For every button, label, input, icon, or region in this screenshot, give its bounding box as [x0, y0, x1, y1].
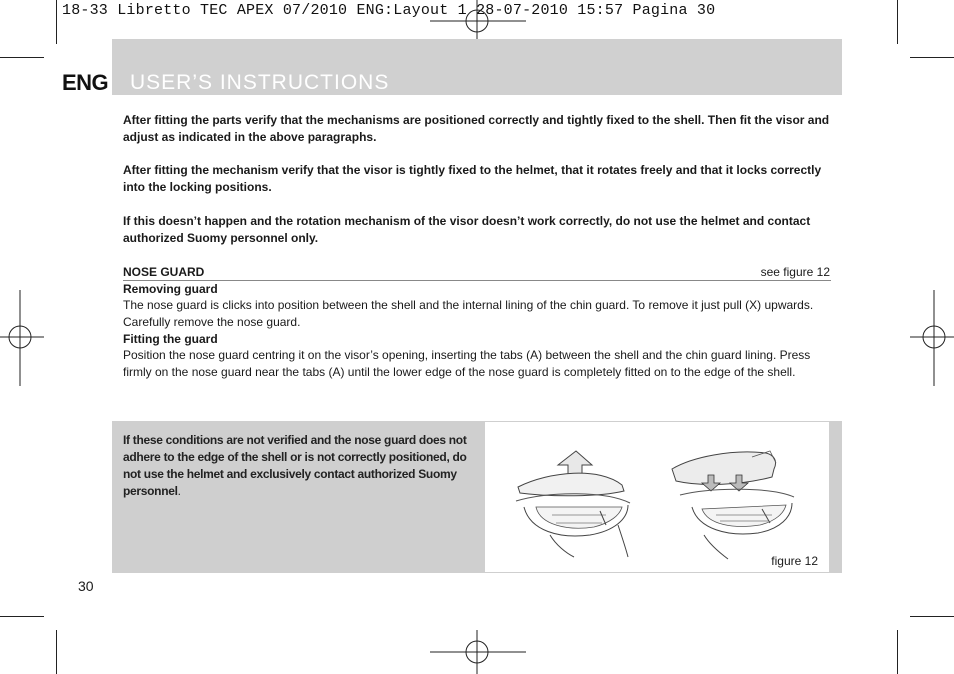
print-slug: 18-33 Libretto TEC APEX 07/2010 ENG:Layout 1 28-07-2010 15:57 Pagina 30 [62, 2, 716, 19]
removing-text: The nose guard is clicks into position between the shell and the internal lining of the chin guard. To remove it just pull (X) upwards. Carefully remove the nose guard. [123, 298, 814, 329]
language-label: ENG [62, 70, 109, 95]
figure-side-strip [830, 421, 842, 573]
section-heading: NOSE GUARD [123, 265, 205, 279]
fitting-text: Position the nose guard centring it on the visor’s opening, inserting the tabs (A) between the shell and the chin guard lining. Press firmly on the nose guard near the tabs (A) until the lower edge of the nose guard is completely fitted on to the edge of the shell. [123, 348, 811, 379]
registration-target-right [910, 290, 954, 386]
registration-target-bottom [430, 630, 526, 674]
warning-text [123, 432, 472, 500]
crop-mark [56, 0, 57, 44]
crop-mark [910, 616, 954, 617]
paragraph: After fitting the mechanism verify that the visor is tightly fixed to the helmet, that it rotates freely and that it locks correctly into the locking positions. [123, 163, 822, 194]
crop-mark [56, 630, 57, 674]
crop-mark [910, 57, 954, 58]
registration-target-top [430, 0, 526, 40]
page-number: 30 [78, 578, 94, 594]
nose-guard-fitting-illustration [662, 447, 812, 562]
nose-guard-removal-illustration [510, 445, 640, 560]
crop-mark [897, 630, 898, 674]
warning-text-body: If these conditions are not verified and the nose guard does not adhere to the edge of the shell or is not correctly positioned, do not use the helmet and exclusively contact authorized Suomy personnel [123, 433, 467, 498]
paragraph: After fitting the parts verify that the mechanisms are positioned correctly and tightly fixed to the shell. Then fit the visor and adjust as indicated in the above paragraphs. [123, 113, 830, 144]
crop-mark [0, 57, 44, 58]
figure-reference: see figure 12 [760, 265, 830, 279]
page-title: USER’S INSTRUCTIONS [130, 71, 390, 94]
crop-mark [0, 616, 44, 617]
figure-caption: figure 12 [771, 554, 818, 568]
subheading-removing: Removing guard [123, 282, 218, 296]
paragraph: If this doesn’t happen and the rotation mechanism of the visor doesn’t work correctly, do not use the helmet and contact authorized Suomy personnel only. [123, 214, 811, 245]
section-divider [123, 280, 831, 281]
subheading-fitting: Fitting the guard [123, 332, 218, 346]
warning-period: . [177, 484, 181, 498]
crop-mark [897, 0, 898, 44]
registration-target-left [0, 290, 44, 386]
